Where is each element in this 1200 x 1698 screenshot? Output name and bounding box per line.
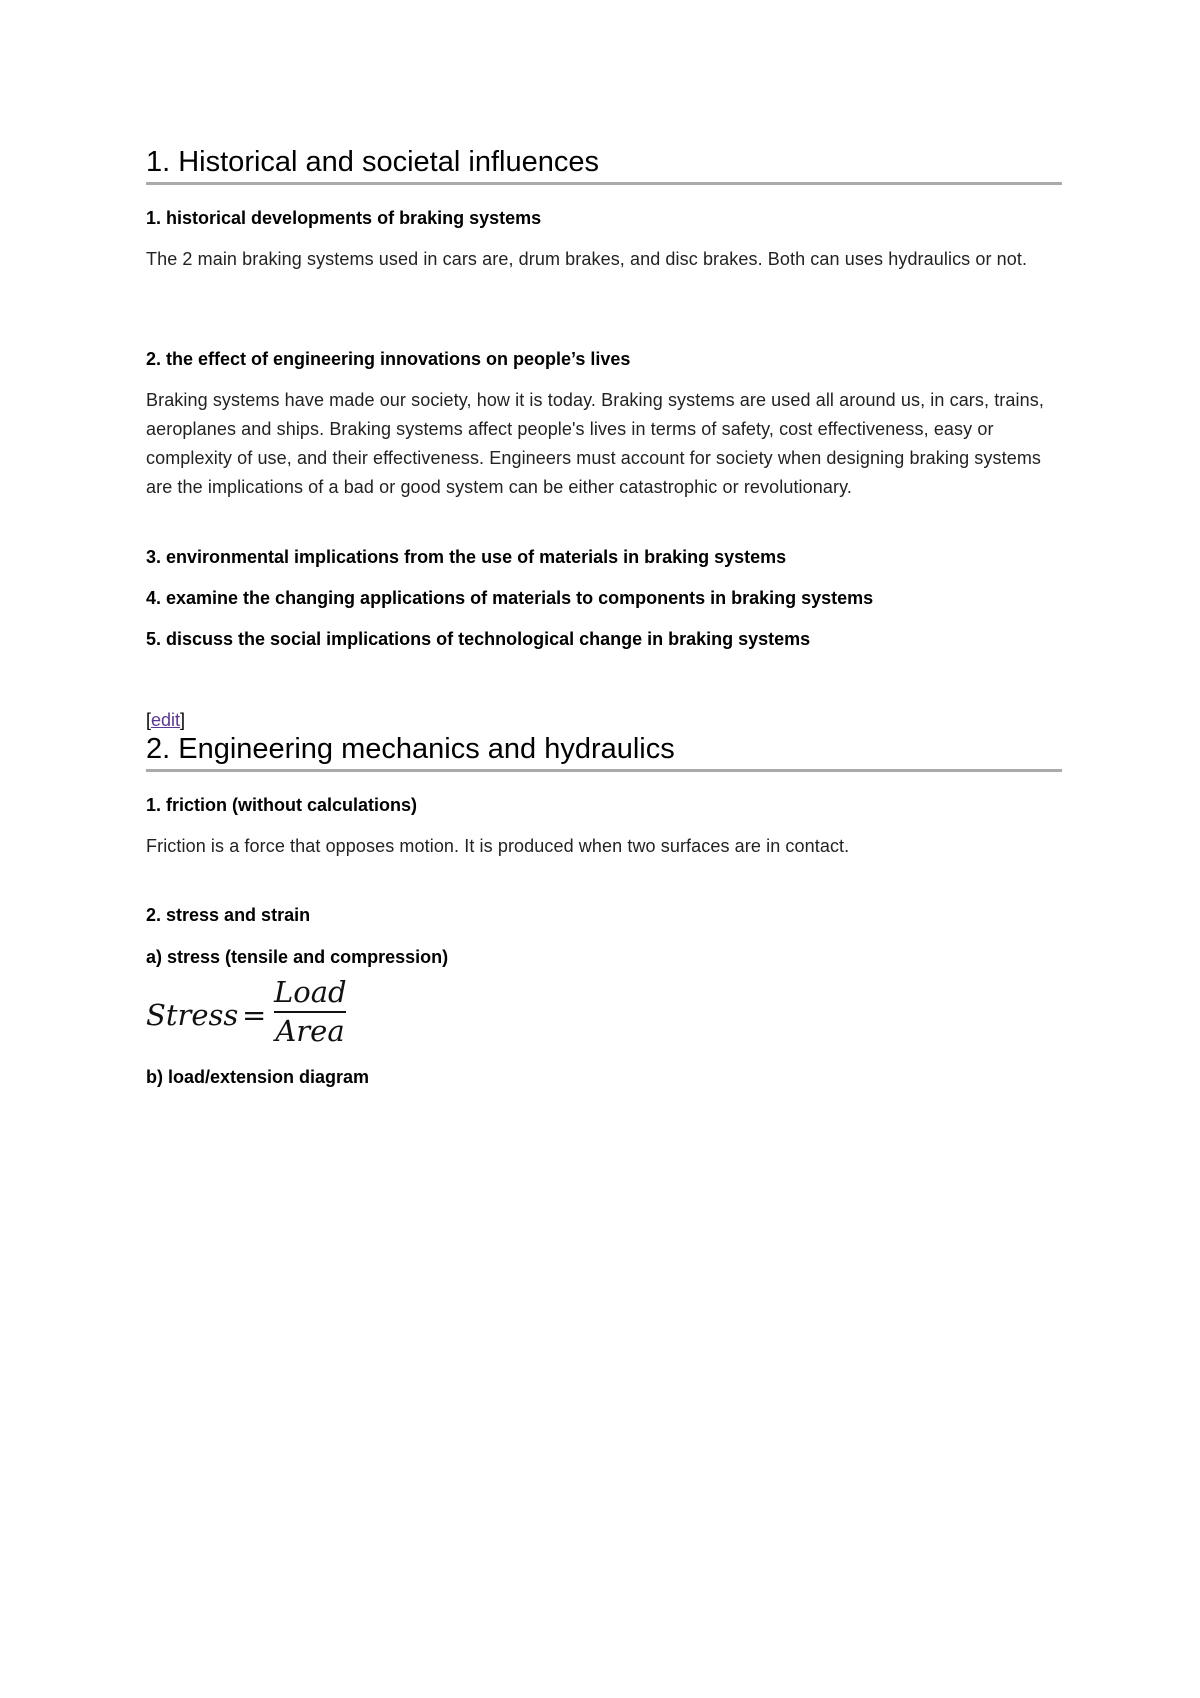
paragraph-braking-society: Braking systems have made our society, how it is today. Braking systems are used all around us, in cars, trains, aeroplanes and ships. Braking systems affect people's lives in terms of safety, cost effectiveness, easy or complexity of use, and their effectiveness. Engineers must account for society when designing braking systems are the implications of a bad or good system can be either catastrophic or revolutionary. — [146, 390, 1044, 497]
paragraph-braking-systems-types: The 2 main braking systems used in cars are, drum brakes, and disc brakes. Both can uses hydraulics or not. — [146, 249, 1028, 269]
subheading-social-implications: 5. discuss the social implications of technological change in braking systems — [146, 629, 811, 649]
section-heading-historical: 1. Historical and societal influences — [146, 145, 1062, 185]
subheading-friction: 1. friction (without calculations) — [146, 795, 418, 815]
edit-bracket-open: [ — [146, 710, 152, 730]
formula-equals: = — [242, 998, 267, 1032]
formula-denominator: Area — [275, 1014, 345, 1048]
subheading-environmental-implications: 3. environmental implications from the use of materials in braking systems — [146, 547, 787, 567]
subheading-engineering-innovations: 2. the effect of engineering innovations on people’s lives — [146, 349, 631, 369]
edit-link[interactable]: edit — [151, 710, 181, 730]
section-heading-mechanics: 2. Engineering mechanics and hydraulics — [146, 732, 1062, 772]
subheading-historical-developments: 1. historical developments of braking systems — [146, 208, 542, 228]
subheading-load-extension: b) load/extension diagram — [146, 1067, 370, 1087]
formula-lhs: Stress — [146, 998, 239, 1032]
edit-section-link — [146, 709, 185, 731]
subheading-stress-strain: 2. stress and strain — [146, 905, 311, 925]
fraction-bar — [274, 1011, 346, 1013]
formula-numerator: Load — [274, 975, 347, 1009]
subheading-stress-tensile: a) stress (tensile and compression) — [146, 947, 449, 967]
subheading-changing-applications: 4. examine the changing applications of materials to components in braking systems — [146, 588, 874, 608]
paragraph-friction: Friction is a force that opposes motion. It is produced when two surfaces are in contact. — [146, 836, 850, 856]
edit-bracket-close: ] — [180, 710, 186, 730]
formula-fraction — [274, 976, 346, 1047]
